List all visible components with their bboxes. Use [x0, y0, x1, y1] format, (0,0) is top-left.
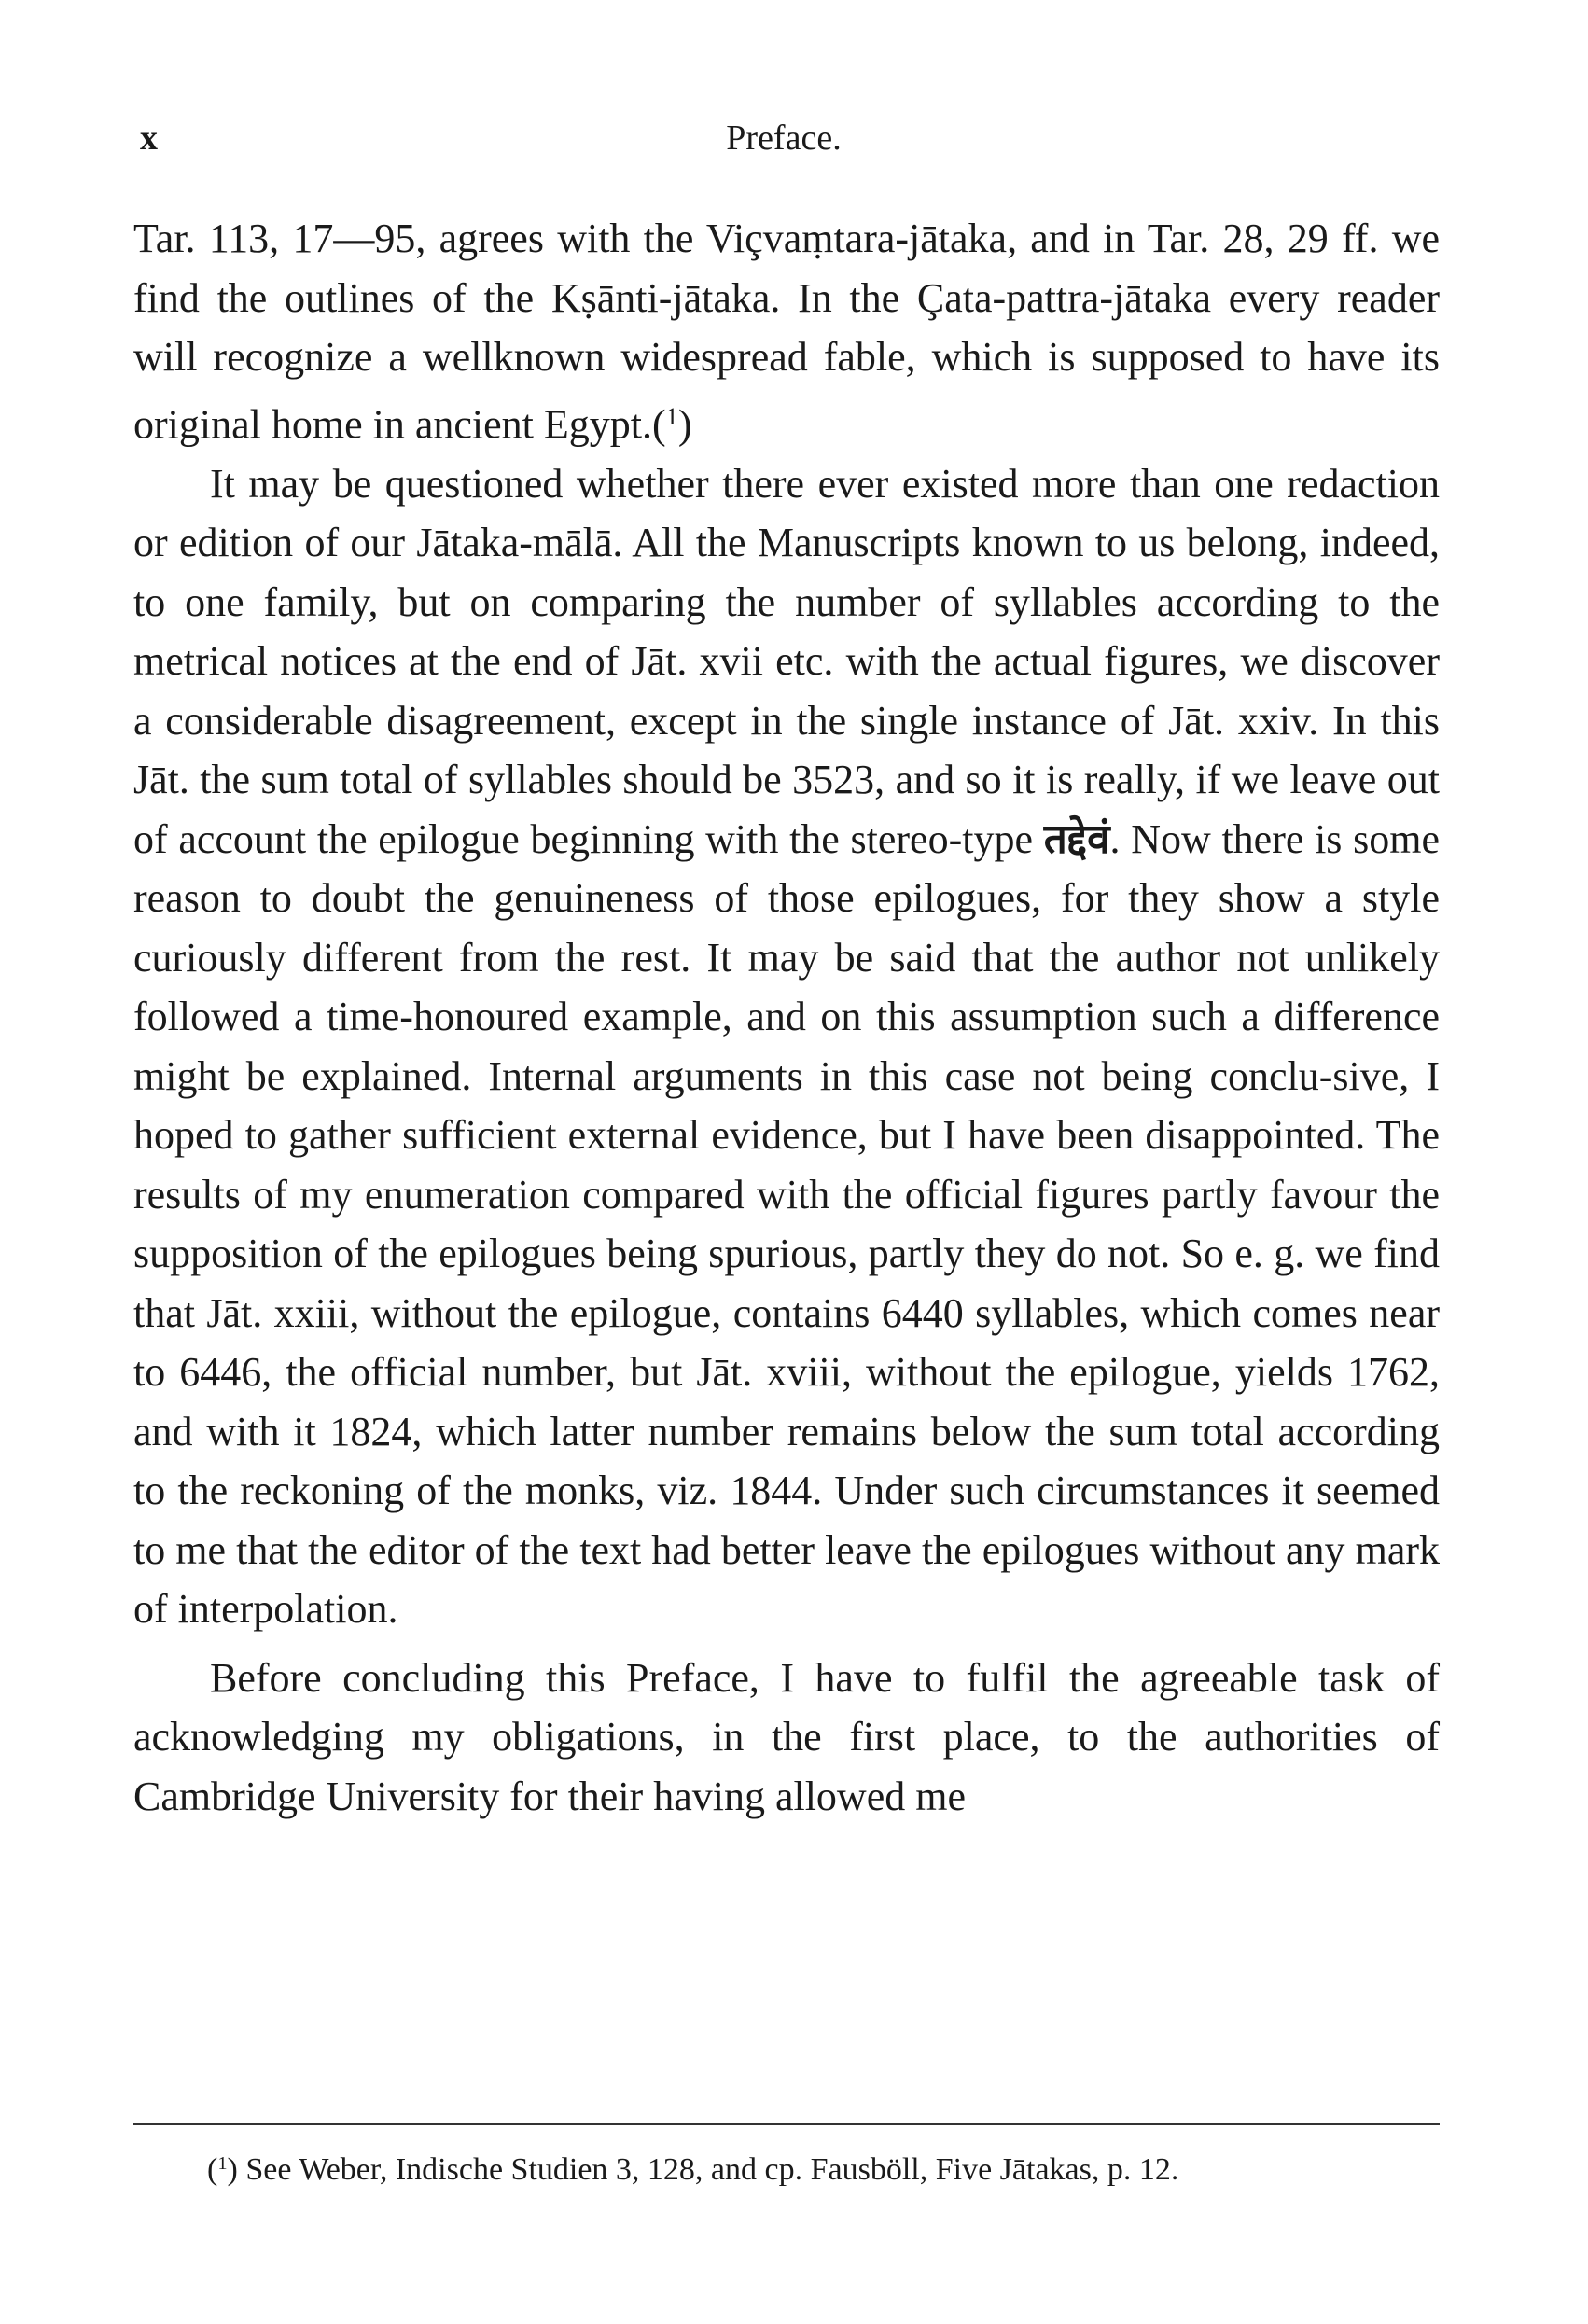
footnote-marker-open: (: [207, 2152, 218, 2188]
footnote-marker-close: ): [227, 2152, 238, 2188]
paragraph-2-text: It may be questioned whether there ever existed more than one redaction or edition of our Jātaka-mālā. All the Manuscripts known to us belong, indeed, to one family, but on comparing the number of syllables according to the metrical notices at the end of Jāt. xvii etc. with the actual figures, we discover a considerable disagreement, except in the single instance of Jāt. xxiv. In this Jāt. the sum total of syllables should be 3523, and so it is really, if we leave out of account the epilogue beginning with the stereo-type: [133, 460, 1440, 862]
paragraph-1: [133, 209, 1440, 454]
page-number: x: [140, 118, 158, 158]
footnote: [207, 2142, 1448, 2192]
footnote-text: See Weber, Indische Studien 3, 128, and cp. Fausböll, Five Jātakas, p. 12.: [237, 2152, 1179, 2188]
footnote-marker-number: 1: [217, 2153, 228, 2174]
paragraph-1-close: ): [677, 401, 692, 448]
running-title: Preface.: [726, 118, 842, 158]
paragraph-1-text: Tar. 113, 17—95, agrees with the Viçvaṃtara-jātaka, and in Tar. 28, 29 ff. we find the outlines of the Kṣānti-jātaka. In the Çata-pattra-jātaka every reader will recognize a wellknown widespread fable, which is supposed to have its original home in ancient Egypt.(: [133, 216, 1440, 448]
paragraph-3: Before concluding this Preface, I have to fulfil the agreeable task of acknowledging my obligations, in the first place, to the authorities of Cambridge University for their having allowed me: [133, 1654, 1440, 1819]
body-text: [133, 209, 1440, 1826]
paragraph-2: [133, 454, 1440, 1639]
devanagari-word: तद्देवं: [1043, 814, 1110, 863]
footnote-divider: [133, 2123, 1440, 2125]
paragraph-2-continuation: . Now there is some reason to doubt the genuineness of those epilogues, for they show a style curiously different from the rest. It may be said that the author not unlikely followed a time-honoured example, and on this assumption such a difference might be explained. Internal arguments in this case not being conclu-sive, I hoped to gather sufficient external evidence, but I have been disappointed. The results of my enumeration compared with the official figures partly favour the supposition of the epilogues being spurious, partly they do not. So e. g. we find that Jāt. xxiii, without the epilogue, contains 6440 syllables, which comes near to 6446, the official number, but Jāt. xviii, without the epilogue, yields 1762, and with it 1824, which latter number remains below the sum total according to the reckoning of the monks, viz. 1844. Under such circumstances it seemed to me that the editor of the text had better leave the epilogues without any mark of interpolation.: [133, 815, 1441, 1633]
footnote-reference: 1: [665, 401, 678, 430]
running-head: [131, 118, 1437, 174]
